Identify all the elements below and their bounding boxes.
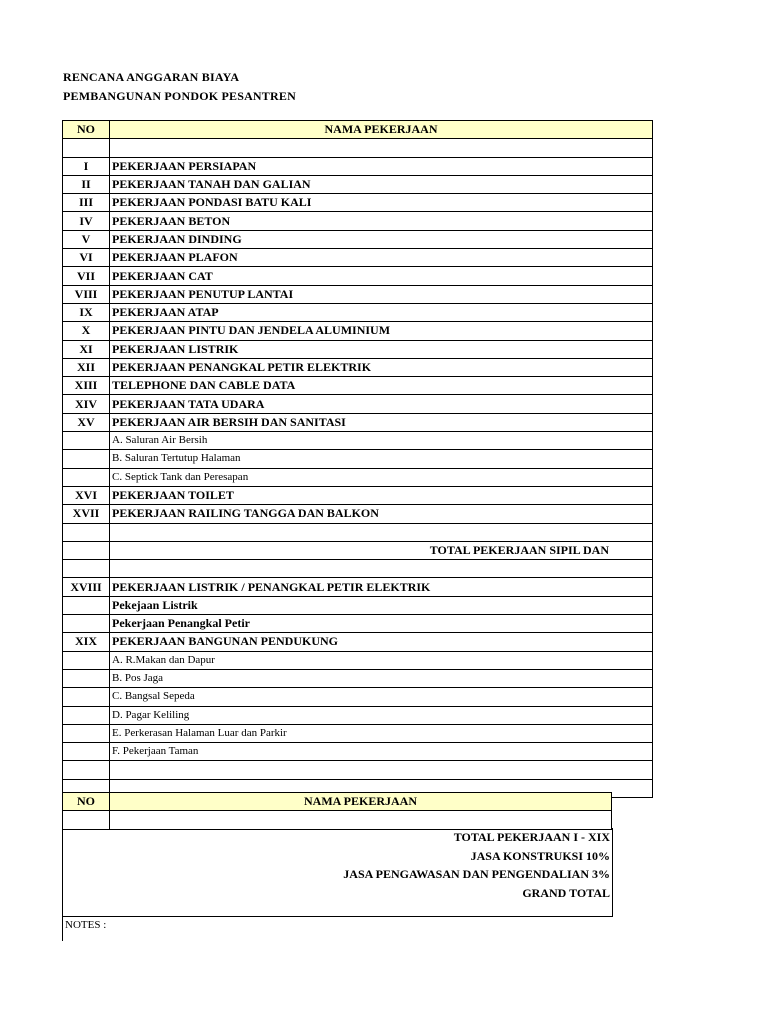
row-name-cell: PEKERJAAN LISTRIK / PENANGKAL PETIR ELEKTRIK <box>110 578 653 596</box>
row-number-cell <box>63 669 110 687</box>
row-name-cell: PEKERJAAN CAT <box>110 267 653 285</box>
table-row <box>63 303 653 321</box>
table-row <box>63 432 653 450</box>
table-row <box>63 651 653 669</box>
row-name-cell: PEKERJAAN RAILING TANGGA DAN BALKON <box>110 505 653 523</box>
row-name-cell: C. Septick Tank dan Peresapan <box>110 468 653 486</box>
notes-label: NOTES : <box>62 917 106 941</box>
table-row <box>63 358 653 376</box>
table-row <box>63 688 653 706</box>
document-title: RENCANA ANGGARAN BIAYA <box>63 70 240 84</box>
table-row <box>63 285 653 303</box>
table-row <box>63 175 653 193</box>
table-row <box>63 596 653 614</box>
row-number-cell <box>63 468 110 486</box>
row-name-cell: PEKERJAAN DINDING <box>110 230 653 248</box>
row-number-cell: XVIII <box>63 578 110 596</box>
row-name-cell: TELEPHONE DAN CABLE DATA <box>110 377 653 395</box>
col-header-name: NAMA PEKERJAAN <box>110 121 653 139</box>
row-number-cell: VI <box>63 249 110 267</box>
table-row <box>63 578 653 596</box>
table-row <box>63 560 653 578</box>
row-name-cell <box>110 761 653 779</box>
row-name-cell: B. Pos Jaga <box>110 669 653 687</box>
row-name-cell: PEKERJAAN TANAH DAN GALIAN <box>110 175 653 193</box>
row-name-cell: PEKERJAAN TOILET <box>110 486 653 504</box>
col-header-no: NO <box>63 121 110 139</box>
supervision-fee-line: JASA PENGAWASAN DAN PENGENDALIAN 3% <box>343 867 610 881</box>
row-number-cell <box>63 688 110 706</box>
row-number-cell: VIII <box>63 285 110 303</box>
table-row <box>63 157 653 175</box>
row-number-cell: V <box>63 230 110 248</box>
row-number-cell <box>63 743 110 761</box>
row-number-cell: XI <box>63 340 110 358</box>
table-header-row <box>63 121 653 139</box>
row-number-cell: X <box>63 322 110 340</box>
row-number-cell: III <box>63 194 110 212</box>
row-name-cell: PEKERJAAN LISTRIK <box>110 340 653 358</box>
construction-fee-line: JASA KONSTRUKSI 10% <box>470 848 610 863</box>
row-number-cell: XIX <box>63 633 110 651</box>
row-number-cell <box>63 139 110 157</box>
document-subtitle: PEMBANGUNAN PONDOK PESANTREN <box>63 89 296 103</box>
table-row <box>63 486 653 504</box>
row-no-cell <box>63 811 110 829</box>
summary-table <box>62 792 612 830</box>
row-number-cell <box>63 724 110 742</box>
table-row <box>63 669 653 687</box>
table-row <box>63 523 653 541</box>
col-header-name: NAMA PEKERJAAN <box>110 793 612 811</box>
table-row <box>63 541 653 559</box>
table-row <box>63 267 653 285</box>
row-number-cell <box>63 615 110 633</box>
table-row <box>63 450 653 468</box>
row-name-cell: A. Saluran Air Bersih <box>110 432 653 450</box>
table-row <box>63 340 653 358</box>
work-items-table <box>62 120 653 798</box>
row-number-cell <box>63 432 110 450</box>
row-name-cell: F. Pekerjaan Taman <box>110 743 653 761</box>
row-name-cell: E. Perkerasan Halaman Luar dan Parkir <box>110 724 653 742</box>
row-name-cell: Pekerjaan Penangkal Petir <box>110 615 653 633</box>
table-row <box>63 212 653 230</box>
table-header-row <box>63 793 612 811</box>
row-number-cell <box>63 596 110 614</box>
row-name-cell: C. Bangsal Sepeda <box>110 688 653 706</box>
table-row <box>63 139 653 157</box>
row-number-cell <box>63 523 110 541</box>
table-row <box>63 377 653 395</box>
row-name-cell <box>110 560 653 578</box>
row-name-cell <box>110 523 653 541</box>
row-number-cell <box>63 541 110 559</box>
row-number-cell <box>63 651 110 669</box>
row-name-cell: PEKERJAAN BANGUNAN PENDUKUNG <box>110 633 653 651</box>
table-row <box>63 706 653 724</box>
row-name-cell: PEKERJAAN PENUTUP LANTAI <box>110 285 653 303</box>
table-row <box>63 743 653 761</box>
row-name-cell: PEKERJAAN PLAFON <box>110 249 653 267</box>
table-row <box>63 413 653 431</box>
row-number-cell: XIII <box>63 377 110 395</box>
row-name-cell: B. Saluran Tertutup Halaman <box>110 450 653 468</box>
table-row <box>63 194 653 212</box>
row-name-cell: Pekejaan Listrik <box>110 596 653 614</box>
row-name-cell: PEKERJAAN AIR BERSIH DAN SANITASI <box>110 413 653 431</box>
row-name-cell: TOTAL PEKERJAAN SIPIL DAN <box>110 541 653 559</box>
row-number-cell <box>63 761 110 779</box>
table-row <box>63 230 653 248</box>
row-name-cell: PEKERJAAN PERSIAPAN <box>110 157 653 175</box>
row-number-cell <box>63 450 110 468</box>
row-number-cell: IX <box>63 303 110 321</box>
table-row <box>63 633 653 651</box>
row-name-cell <box>110 139 653 157</box>
table-row <box>63 322 653 340</box>
table-row <box>63 811 612 829</box>
col-header-no: NO <box>63 793 110 811</box>
row-number-cell: XVI <box>63 486 110 504</box>
grand-total-line: GRAND TOTAL <box>522 885 610 900</box>
table-row <box>63 468 653 486</box>
row-name-cell: A. R.Makan dan Dapur <box>110 651 653 669</box>
table-row <box>63 505 653 523</box>
row-number-cell <box>63 706 110 724</box>
table-row <box>63 615 653 633</box>
row-number-cell: I <box>63 157 110 175</box>
total-line: TOTAL PEKERJAAN I - XIX <box>453 830 610 844</box>
row-number-cell: XVII <box>63 505 110 523</box>
row-name-cell <box>110 811 612 829</box>
row-name-cell: PEKERJAAN PENANGKAL PETIR ELEKTRIK <box>110 358 653 376</box>
table-row <box>63 724 653 742</box>
table-row <box>63 395 653 413</box>
row-number-cell: XIV <box>63 395 110 413</box>
row-number-cell: VII <box>63 267 110 285</box>
row-name-cell: PEKERJAAN PONDASI BATU KALI <box>110 194 653 212</box>
table-row <box>63 761 653 779</box>
row-name-cell: PEKERJAAN TATA UDARA <box>110 395 653 413</box>
row-name-cell: D. Pagar Keliling <box>110 706 653 724</box>
row-number-cell: XV <box>63 413 110 431</box>
row-name-cell: PEKERJAAN ATAP <box>110 303 653 321</box>
row-number-cell <box>63 560 110 578</box>
table-row <box>63 249 653 267</box>
row-name-cell: PEKERJAAN BETON <box>110 212 653 230</box>
row-number-cell: II <box>63 175 110 193</box>
row-number-cell: IV <box>63 212 110 230</box>
row-name-cell: PEKERJAAN PINTU DAN JENDELA ALUMINIUM <box>110 322 653 340</box>
row-number-cell: XII <box>63 358 110 376</box>
summary-block <box>62 828 613 917</box>
